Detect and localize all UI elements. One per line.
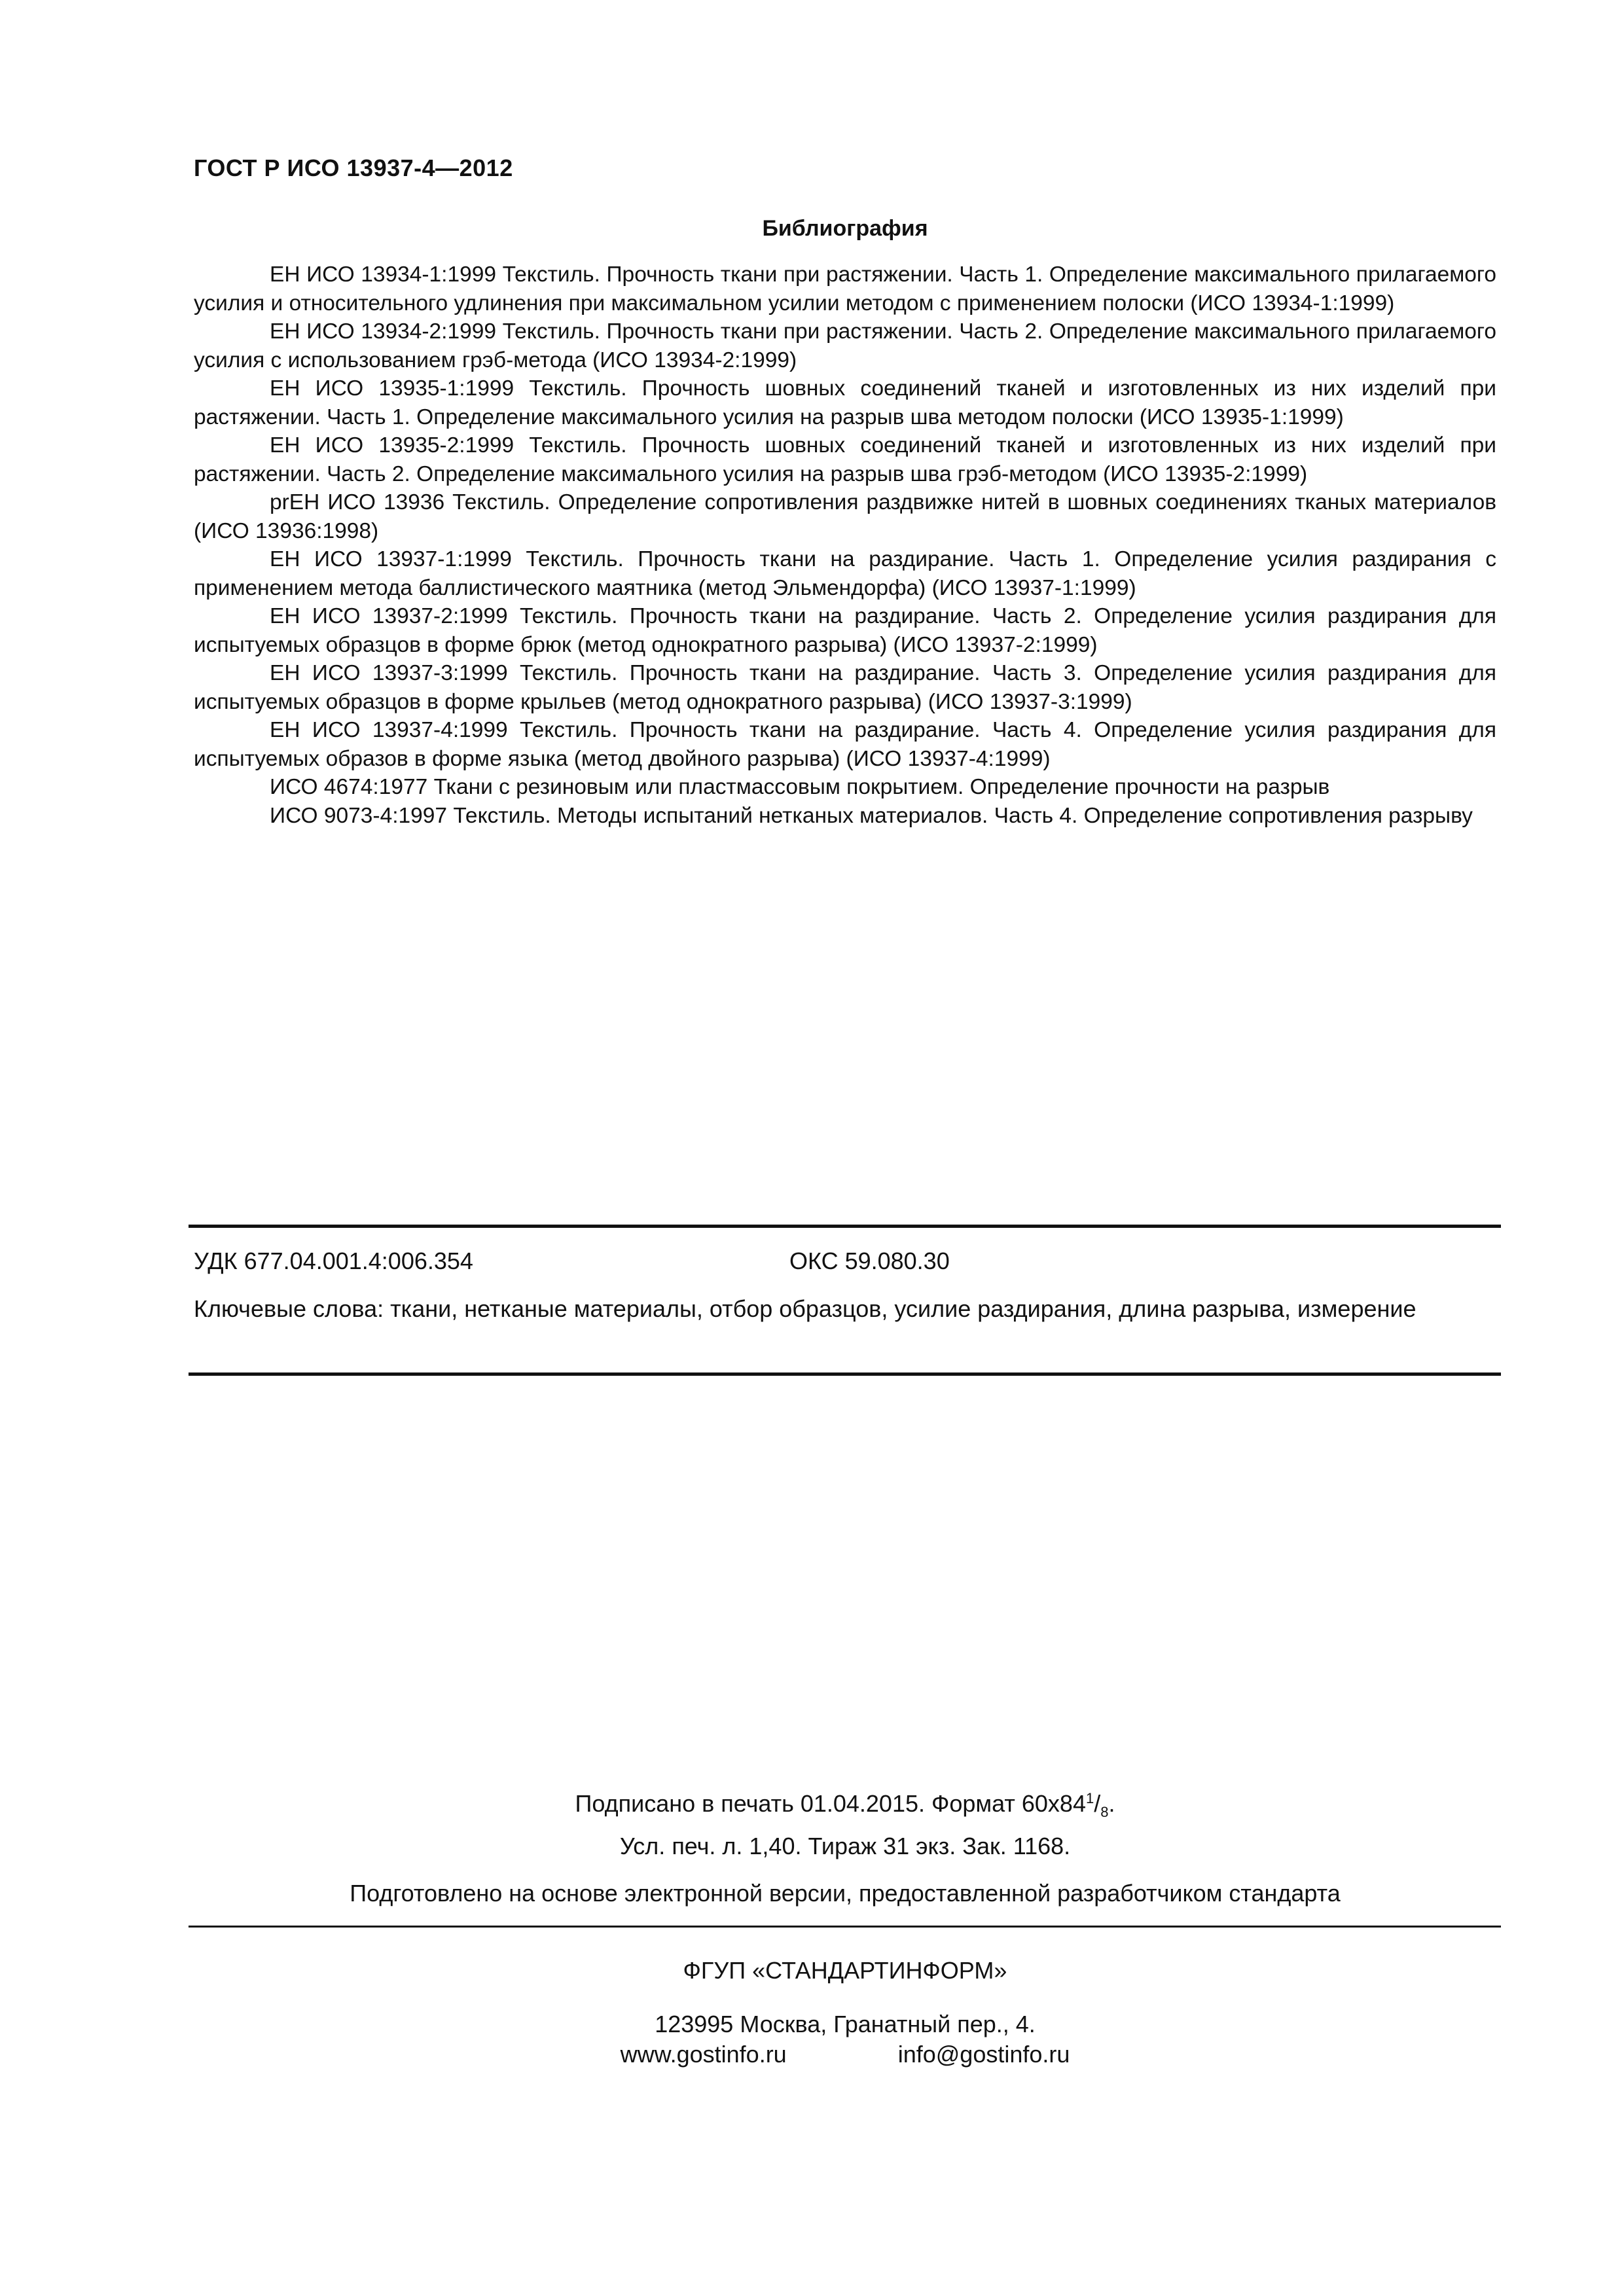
print-details: Усл. печ. л. 1,40. Тираж 31 экз. Зак. 1168.: [619, 1833, 1071, 1860]
bibliography-entry: ЕН ИСО 13935-1:1999 Текстиль. Прочность шовных соединений тканей и изготовленных из них изделий при растяжении. Часть 1. Определение максимального усилия на разрыв шва методом полоски (ИСО 13935-1:1999): [194, 376, 1496, 429]
divider-top: [189, 1225, 1501, 1228]
publisher-address: 123995 Москва, Гранатный пер., 4.: [655, 2011, 1036, 2037]
bibliography-entry: ЕН ИСО 13935-2:1999 Текстиль. Прочность шовных соединений тканей и изготовленных из них изделий при растяжении. Часть 2. Определение максимального усилия на разрыв шва грэб-методом (ИСО 13935-2:1999): [194, 433, 1496, 486]
bibliography-entry: ИСО 4674:1977 Ткани с резиновым или пластмассовым покрытием. Определение прочности на разрыв: [270, 775, 1330, 799]
signed-suffix: .: [1108, 1790, 1115, 1817]
bibliography-entry: ЕН ИСО 13937-2:1999 Текстиль. Прочность ткани на раздирание. Часть 2. Определение усилия раздирания для испытуемых образцов в форме брюк (метод однократного разрыва) (ИСО 13937-2:1999): [194, 604, 1496, 657]
bibliography-entry: ЕН ИСО 13937-3:1999 Текстиль. Прочность ткани на раздирание. Часть 3. Определение усилия раздирания для испытуемых образцов в форме крыльев (метод однократного разрыва) (ИСО 13937-3:1999): [194, 661, 1496, 714]
bibliography-entry: ЕН ИСО 13937-4:1999 Текстиль. Прочность ткани на раздирание. Часть 4. Определение усилия раздирания для испытуемых образов в форме языка (метод двойного разрыва) (ИСО 13937-4:1999): [194, 718, 1496, 771]
bibliography-entry: prЕН ИСО 13936 Текстиль. Определение сопротивления раздвижке нитей в шовных соединениях тканых материалов (ИСО 13936:1998): [194, 490, 1496, 543]
bibliography-entry: ЕН ИСО 13934-2:1999 Текстиль. Прочность ткани при растяжении. Часть 2. Определение максимального прилагаемого усилия с использованием грэб-метода (ИСО 13934-2:1999): [194, 319, 1496, 372]
udk-code: УДК 677.04.001.4:006.354: [194, 1247, 473, 1274]
bibliography-list: [194, 260, 1496, 830]
divider-middle: [189, 1372, 1501, 1376]
signed-prefix: Подписано в печать 01.04.2015. Формат 60x84: [575, 1790, 1086, 1817]
signed-line: Подписано в печать 01.04.2015. Формат $60x84^1/_8$.: [575, 1790, 1115, 1821]
email-link[interactable]: info@gostinfo.ru: [897, 2041, 1070, 2068]
print-info: [194, 1782, 1496, 1863]
bibliography-title: Библиография: [762, 216, 928, 241]
publisher-name: ФГУП «СТАНДАРТИНФОРМ»: [683, 1957, 1007, 1984]
format-numerator: 1: [1085, 1790, 1094, 1806]
bibliography-entry: ЕН ИСО 13937-1:1999 Текстиль. Прочность ткани на раздирание. Часть 1. Определение усилия раздирания с применением метода баллистического маятника (метод Эльмендорфа) (ИСО 13937-1:1999): [194, 547, 1496, 600]
bibliography-entry: ЕН ИСО 13934-1:1999 Текстиль. Прочность ткани при растяжении. Часть 1. Определение максимального прилагаемого усилия и относительного удлинения при максимальном усилии методом с применением полоски (ИСО 13934-1:1999): [194, 262, 1496, 315]
bibliography-entry: ИСО 9073-4:1997 Текстиль. Методы испытаний нетканых материалов. Часть 4. Определение сопротивления разрыву: [270, 803, 1473, 828]
oks-code: ОКС 59.080.30: [789, 1247, 950, 1274]
format-denominator: 8: [1100, 1804, 1109, 1821]
publisher-contacts: [194, 2041, 1496, 2068]
keywords: Ключевые слова: ткани, нетканые материалы, отбор образцов, усилие раздирания, длина разрыва, измерение: [194, 1295, 1416, 1322]
standard-code: ГОСТ Р ИСО 13937-4—2012: [194, 154, 513, 181]
divider-bottom: [189, 1926, 1501, 1928]
website-link[interactable]: www.gostinfo.ru: [620, 2041, 787, 2068]
prepared-note: Подготовлено на основе электронной версии, предоставленной разработчиком стандарта: [350, 1880, 1341, 1907]
